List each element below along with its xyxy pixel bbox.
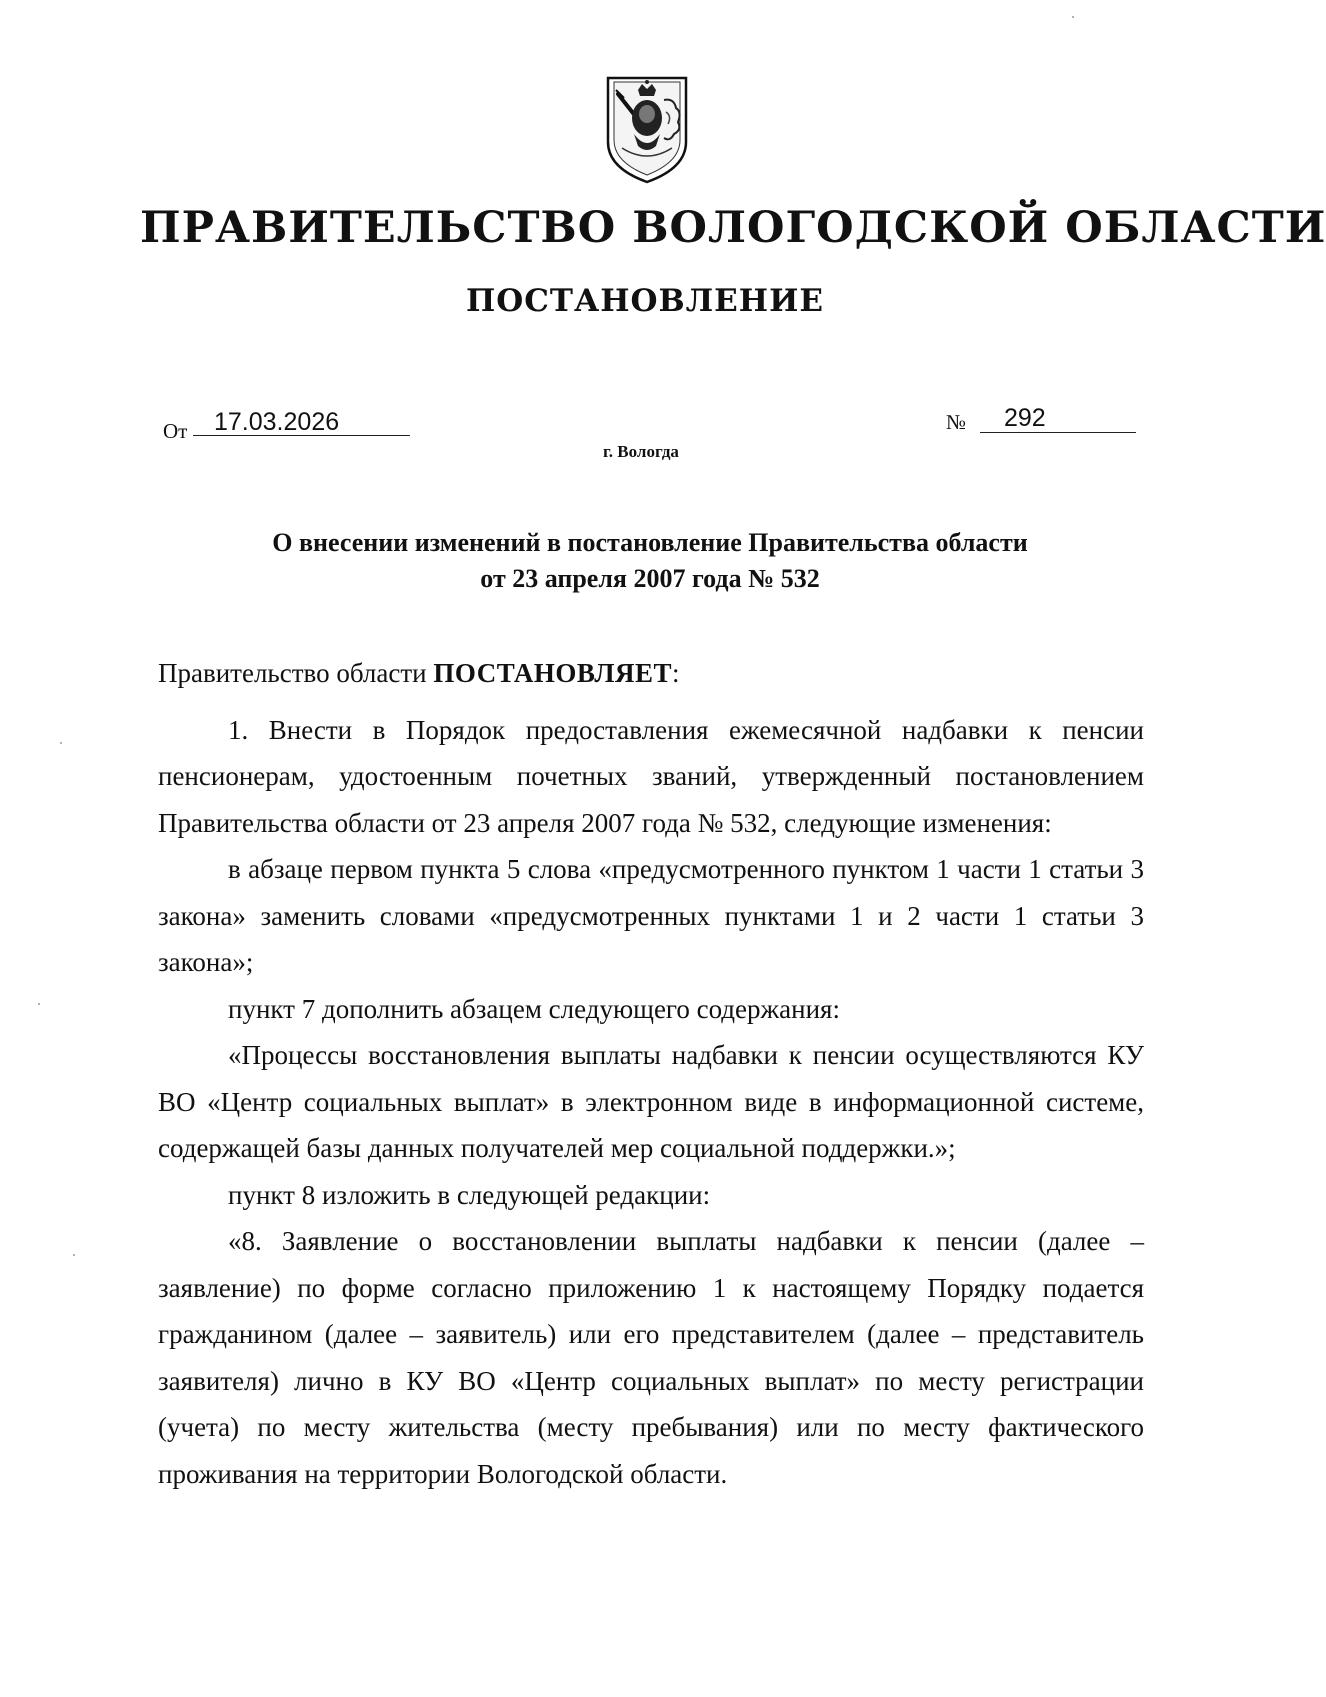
paragraph-1: 1. Внести в Порядок предоставления ежемесячной надбавки к пенсии пенсионерам, удостоенным почетных званий, утвержденный постановлением Правительства области от 23 апреля 2007 года № 532, следующие изменения: — [158, 714, 1144, 838]
preamble-prefix: Правительство области — [158, 658, 434, 688]
document-body — [158, 650, 1144, 1497]
number-underline — [980, 432, 1136, 433]
number-label: № — [946, 410, 967, 434]
paragraph-3: пункт 7 дополнить абзацем следующего содержания: — [228, 993, 840, 1024]
subject-line-2: от 23 апреля 2007 года № 532 — [480, 564, 820, 593]
city: г. Вологда — [603, 442, 679, 461]
subject-line-1: О внесении изменений в постановление Правительства области — [272, 528, 1028, 557]
coat-of-arms-icon — [604, 72, 690, 184]
document-subject — [150, 525, 1150, 597]
scan-speck — [38, 1003, 40, 1005]
preamble-suffix: : — [671, 658, 680, 688]
paragraph-2: в абзаце первом пункта 5 слова «предусмотренного пунктом 1 части 1 статьи 3 закона» заменить словами «предусмотренных пунктами 1 и 2 части 1 статьи 3 закона»; — [158, 854, 1144, 977]
paragraph-4: «Процессы восстановления выплаты надбавки к пенсии осуществляются КУ ВО «Центр социальных выплат» в электронном виде в информационной системе, содержащей базы данных получателей мер социальной поддержки.»; — [158, 1040, 1144, 1163]
preamble — [158, 650, 1144, 697]
scan-speck — [73, 1254, 75, 1256]
date-underline — [193, 435, 410, 436]
paragraph-5: пункт 8 изложить в следующей редакции: — [228, 1179, 711, 1210]
document-type: ПОСТАНОВЛЕНИЕ — [465, 283, 824, 319]
date-label: От — [163, 419, 188, 443]
preamble-keyword: ПОСТАНОВЛЯЕТ — [433, 658, 672, 688]
paragraph-6: «8. Заявление о восстановлении выплаты надбавки к пенсии (далее – заявление) по форме согласно приложению 1 к настоящему Порядку подается гражданином (далее – заявитель) или его представителем (далее – представитель заявителя) лично в КУ ВО «Центр социальных выплат» по месту регистрации (учета) по месту жительства (месту пребывания) или по месту фактического проживания на территории Вологодской области. — [158, 1226, 1144, 1489]
scan-speck — [60, 742, 62, 744]
document-date: 17.03.2026 — [214, 408, 340, 436]
scan-speck — [1072, 16, 1074, 18]
document-number: 292 — [1004, 404, 1046, 432]
government-title: ПРАВИТЕЛЬСТВО ВОЛОГОДСКОЙ ОБЛАСТИ — [140, 203, 1326, 253]
